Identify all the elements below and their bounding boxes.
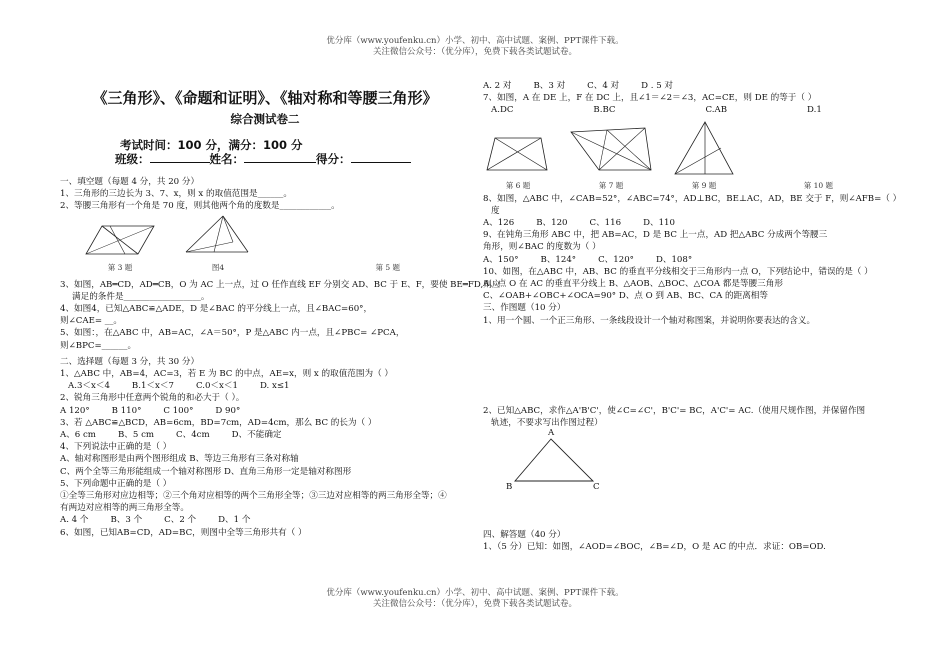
option[interactable]: D. x≤1 [259,381,290,392]
question-3-line-2: 满足的条件是__________________。 [72,291,210,302]
question-3-line-1: 3、如图，AB═CD，AD═CB，O 为 AC 上一点，过 O 任作直线 EF 分别交 AD、BC 于 E、F，要使 BE═FD,则应 [60,279,501,290]
question-4-line-1: 4、如图4，已知△ABC≌△ADE，D 是∠BAC 的平分线上一点，且∠BAC=60°， [60,304,373,315]
figure-4-caption: 图4 [211,263,225,273]
option[interactable]: C、120° [598,254,634,265]
figure-10-caption: 第 10 题 [803,181,833,191]
option[interactable]: B、5 cm [117,430,155,441]
exam-subtitle: 综合测试卷二 [230,112,300,126]
question-10: 5、下列命题中正确的是（ ） [60,478,172,489]
option[interactable]: D、110 [643,218,675,229]
score-blank[interactable] [351,153,411,163]
score-label: 得分： [316,152,351,166]
option[interactable]: A. 4 个 [60,515,89,526]
right-column [483,80,902,554]
triangle-figure [503,428,893,495]
figure-6-caption: 第 6 题 [505,181,531,191]
option[interactable]: D . 5 对 [641,81,674,91]
figure-9-caption: 第 9 题 [691,181,717,191]
section-3-title: 三、作图题（10 分） [483,303,566,314]
option[interactable]: B、3 对 [533,81,566,91]
question-7: 2、锐角三角形中任意两个锐角的和必大于（ ）。 [60,393,245,404]
figure-5 [375,262,400,274]
figure-7 [567,124,655,192]
option[interactable]: C 100° [163,405,194,416]
question-6-options [60,380,470,392]
page-footer [0,588,950,610]
option[interactable]: C、4 对 [587,81,620,91]
question-14-line-1: 9、在钝角三角形 ABC 中，把 AB=AC，D 是 BC 上一点，AD 把△ABC 分成两个等腰三 [483,230,828,241]
section-2-title: 二、选择题（每题 3 分，共 30 分） [60,356,200,367]
triangle-label-c: C [593,482,600,493]
question-7-options [60,405,470,417]
figure-6 [483,130,553,192]
option[interactable]: A. 2 对 [483,81,512,91]
question-11: 6、如图，已知AB=CD，AD=BC，则图中全等三角形共有（ ） [60,527,307,538]
question-13-line-1: 8、如图，△ABC 中，∠CAB=52°，∠ABC=74°，AD⊥BC，BE⊥AC，AD，BE 交于 F，则∠AFB=（ ） [483,193,902,204]
option[interactable]: B.1＜x＜7 [131,381,174,392]
class-label: 班级： [115,152,150,166]
question-11-options [483,80,893,92]
question-12: 7、如图，A 在 DE 上，F 在 DC 上，且∠1＝∠2＝∠3，AC=CE，则 DE 的等于（ ） [483,93,817,104]
question-13-options [483,217,893,229]
figure-9 [669,118,739,192]
question-4-line-2: 则∠CAE= __。 [60,316,122,327]
exam-title: 《三角形》、《命题和证明》、《轴对称和等腰三角形》 [92,89,438,107]
header-line-1: 优分库（www.youfenku.cn）小学、初中、高中试题、案例、PPT课件下载。 [326,36,624,46]
question-13-line-2: 度 [491,205,500,216]
question-17-line-2: 轨迹，不要求写出作图过程） [491,418,603,429]
question-12-options [483,104,893,116]
option[interactable]: D 90° [215,405,241,416]
name-blank[interactable] [244,153,316,163]
question-10-line-2: 有两边对应相等的两三角形全等。 [60,503,189,514]
option[interactable]: B.BC [593,105,616,116]
question-9: 4、下列说法中正确的是（ ） [60,442,172,453]
figure-3 [80,218,160,274]
option[interactable]: D.1 [807,105,822,116]
question-9-option-cd[interactable]: C、两个全等三角形能组成一个轴对称图形 D、直角三角形一定是轴对称图形 [60,466,352,477]
option[interactable]: A、126 [483,218,515,229]
header-line-2: 关注微信公众号：（优分库），免费下载各类试题试卷。 [372,47,577,57]
figure-row-left [80,213,470,275]
figure-5-caption: 第 5 题 [375,263,400,273]
option[interactable]: A、6 cm [60,430,96,441]
figure-4 [178,212,258,274]
option[interactable]: B 110° [111,405,142,416]
question-14-options [483,254,893,266]
question-9-option-ab[interactable]: A、轴对称图形是由两个图形组成 B、等边三角形有三条对称轴 [60,454,299,465]
option[interactable]: C、2 个 [164,515,197,526]
option[interactable]: A.3＜x＜4 [68,381,110,392]
section-1-title: 一、填空题（每题 4 分，共 20 分） [60,177,200,187]
option[interactable]: D、不能确定 [231,430,282,441]
class-blank[interactable] [150,153,210,163]
figure-row-right [483,117,893,193]
triangle-label-b: B [506,482,513,493]
question-14-line-2: 角形，则∠BAC 的度数为（ ） [483,242,601,253]
exam-info-line [115,152,470,166]
question-15-line-1: 10、如图，在△ABC 中，AB、BC 的垂直平分线相交于三角形内一点 O，下列结论中，错误的是（ ） [483,266,873,277]
question-2: 2、等腰三角形有一个角是 70 度，则其他两个角的度数是____________。 [60,201,340,212]
question-1: 1、三角形的三边长为 3、7、x，则 x 的取值范围是______。 [60,189,292,200]
question-8: 3、若 △ABC≌△BCD，AB=6cm，BD=7cm，AD=4cm，那么 BC 的长为（ ） [60,417,377,428]
footer-line-2: 关注微信公众号：（优分库），免费下载各类试题试卷。 [372,599,577,609]
question-10-line-1: ①全等三角形对应边相等；②三个角对应相等的两个三角形全等；③三边对应相等的两三角形全等；④ [60,491,447,502]
question-5-line-1: 5、如图：，在△ABC 中，AB=AC，∠A＝50°，P 是△ABC 内一点，且∠PBC= ∠PCA， [60,328,405,339]
question-16: 1、用一个圆、一个正三角形、一条线段设计一个轴对称图案，并说明你要表达的含义。 [483,315,816,326]
question-15-option-cd[interactable]: C、∠OAB+∠OBC+∠OCA=90° D、点 O 到 AB、BC、CA 的距离相等 [483,291,768,302]
option[interactable]: B、3 个 [110,515,143,526]
footer-line-1: 优分库（www.youfenku.cn）小学、初中、高中试题、案例、PPT课件下载。 [326,588,624,598]
triangle-label-a: A [548,428,555,439]
question-17-line-1: 2、已知△ABC，求作△A'B'C'，使∠C=∠C'，B'C'= BC，A'C'= AC.（使用尺规作图，并保留作图 [483,405,866,416]
option[interactable]: C、116 [589,218,622,229]
question-18: 1、（5 分）已知：如图，∠AOD=∠BOC，∠B=∠D，O 是 AC 的中点．求证：OB=OD. [483,542,826,553]
option[interactable]: A、150° [483,254,519,265]
figure-7-caption: 第 7 题 [598,181,624,191]
option[interactable]: D、108° [655,254,693,265]
option[interactable]: C.0＜x＜1 [195,381,238,392]
question-6: 1、△ABC 中，AB=4，AC=3，若 E 为 BC 的中点，AE=x，则 x 的取值范围为（ ） [60,369,393,380]
question-5-line-2: 则∠BPC=______。 [60,340,137,351]
answer-space-16[interactable] [483,327,893,405]
figure-10 [804,180,833,192]
option[interactable]: B、124° [540,254,577,265]
figure-3-caption: 第 3 题 [107,263,133,273]
option[interactable]: A 120° [60,405,90,416]
question-8-options [60,429,470,441]
page-header [0,36,950,58]
option[interactable]: A.DC [491,105,514,116]
name-label: 姓名： [209,152,244,166]
question-10-options [60,514,470,526]
option[interactable]: D、1 个 [218,515,251,526]
exam-time-score: 考试时间：100 分，满分：100 分 [120,138,303,152]
question-15-option-ab[interactable]: A、点 O 在 AC 的垂直平分线上 B、△AOB、△BOC、△COA 都是等腰三角形 [483,279,783,290]
option[interactable]: C、4cm [176,430,210,441]
option[interactable]: B、120 [536,218,568,229]
section-4-title: 四、解答题（40 分） [483,530,566,541]
option[interactable]: C.AB [705,105,728,116]
